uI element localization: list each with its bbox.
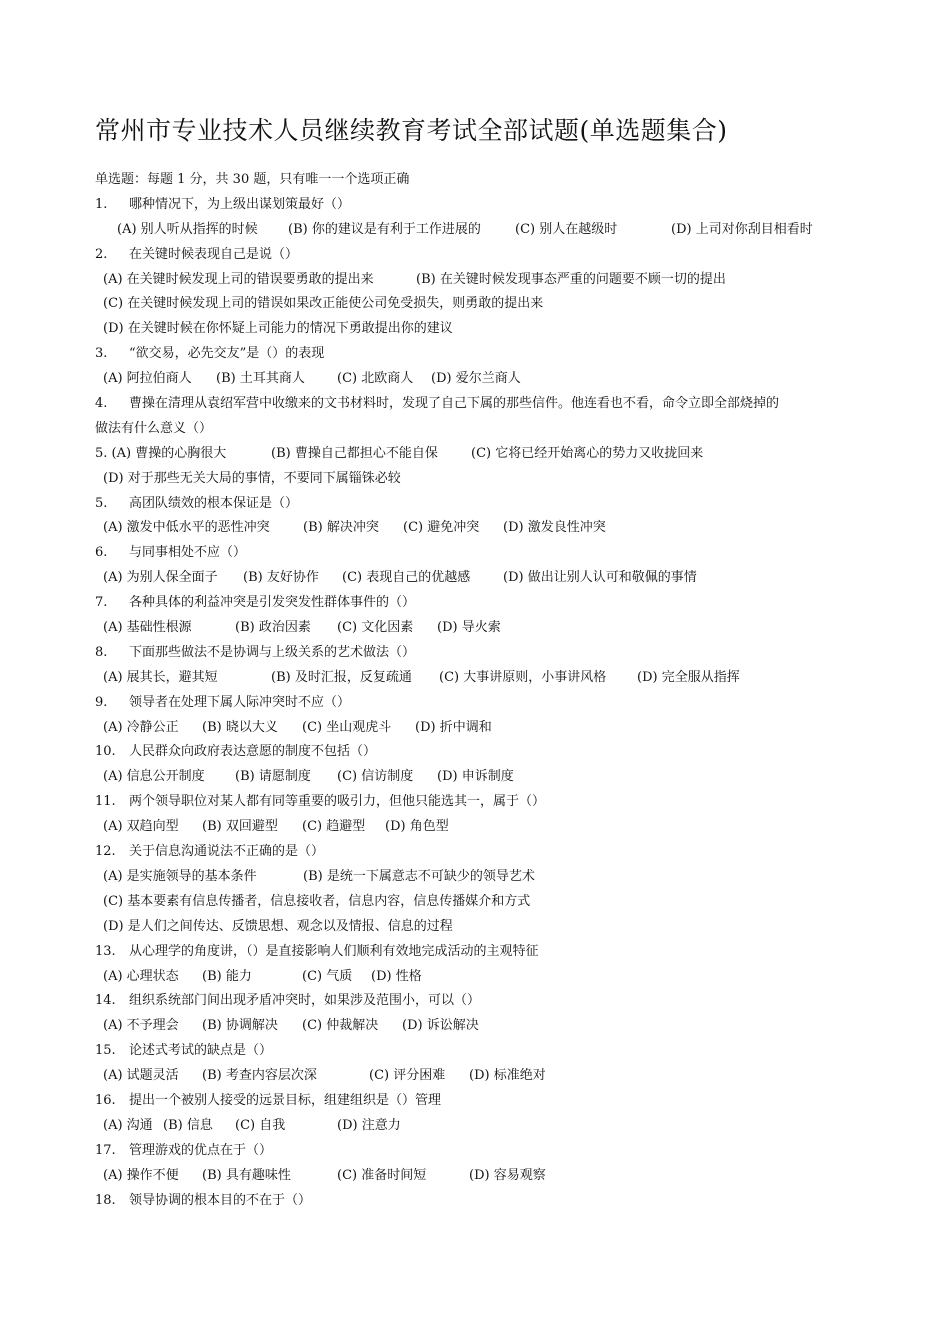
text-segment: (C) 准备时间短 bbox=[337, 1167, 427, 1183]
text-segment: (C) 基本要素有信息传播者，信息接收者，信息内容，信息传播媒介和方式 bbox=[103, 893, 531, 909]
text-segment: 14. bbox=[95, 993, 116, 1009]
text-segment: (D) 导火索 bbox=[437, 620, 501, 636]
text-segment: 8. bbox=[95, 644, 108, 660]
text-line bbox=[95, 1014, 895, 1039]
text-segment: (B) 双回避型 bbox=[202, 819, 278, 835]
text-segment: 5. bbox=[95, 495, 108, 511]
text-segment: 15. bbox=[95, 1043, 116, 1059]
text-line bbox=[95, 367, 895, 392]
text-segment: (A) 冷静公正 bbox=[103, 719, 179, 735]
text-segment: (B) 曹操自己都担心不能自保 bbox=[271, 445, 438, 461]
text-line bbox=[95, 765, 895, 790]
text-segment: 6. bbox=[95, 545, 108, 561]
text-segment: (A) 沟通 bbox=[103, 1117, 153, 1133]
text-line bbox=[95, 218, 895, 243]
text-segment: 论述式考试的缺点是（） bbox=[129, 1043, 273, 1059]
text-line bbox=[95, 541, 895, 566]
text-line bbox=[95, 716, 895, 741]
text-segment: 17. bbox=[95, 1142, 116, 1158]
text-segment: (A) 激发中低水平的恶性冲突 bbox=[103, 520, 270, 536]
text-segment: 曹操在清理从袁绍军营中收缴来的文书材料时，发现了自己下属的那些信件。他连看也不看，命令立即全部烧掉的 bbox=[129, 396, 780, 412]
text-segment: (B) 友好协作 bbox=[243, 570, 319, 586]
text-line bbox=[95, 442, 895, 467]
text-segment: (B) 解决冲突 bbox=[303, 520, 379, 536]
text-segment: (D) 是人们之间传达、反馈思想、观念以及情报、信息的过程 bbox=[103, 918, 453, 934]
text-line bbox=[95, 516, 895, 541]
text-segment: 下面那些做法不是协调与上级关系的艺术做法（） bbox=[129, 644, 416, 660]
text-line bbox=[95, 1064, 895, 1089]
text-segment: (C) 气质 bbox=[302, 968, 353, 984]
text-segment: (D) 上司对你刮目相看时 bbox=[671, 221, 813, 237]
text-segment: (C) 信访制度 bbox=[337, 769, 414, 785]
text-segment: (C) 评分困难 bbox=[369, 1068, 446, 1084]
text-line bbox=[95, 243, 895, 268]
text-line bbox=[95, 193, 895, 218]
text-segment: 高团队绩效的根本保证是（） bbox=[129, 495, 299, 511]
text-segment: (B) 能力 bbox=[202, 968, 252, 984]
text-segment: (A) 展其长，避其短 bbox=[103, 669, 218, 685]
text-line bbox=[95, 915, 895, 940]
text-segment: (C) 北欧商人 bbox=[337, 371, 414, 387]
text-line bbox=[95, 417, 895, 442]
text-segment: (D) 对于那些无关大局的事情，不要同下属锱铢必较 bbox=[103, 470, 401, 486]
text-line bbox=[95, 740, 895, 765]
text-segment: (C) 自我 bbox=[235, 1117, 286, 1133]
text-segment: (A) 心理状态 bbox=[103, 968, 179, 984]
text-segment: (A) 在关键时候发现上司的错误要勇敢的提出来 bbox=[103, 271, 374, 287]
text-segment: 管理游戏的优点在于（） bbox=[129, 1142, 273, 1158]
text-segment: (D) 性格 bbox=[371, 968, 422, 984]
text-segment: (A) 基础性根源 bbox=[103, 620, 192, 636]
text-segment: (B) 请愿制度 bbox=[235, 769, 311, 785]
text-line bbox=[95, 1114, 895, 1139]
text-segment: (B) 协调解决 bbox=[202, 1018, 278, 1034]
text-segment: (A) 操作不便 bbox=[103, 1167, 179, 1183]
text-segment: 两个领导职位对某人都有同等重要的吸引力，但他只能选其一，属于（） bbox=[129, 794, 546, 810]
text-segment: (B) 你的建议是有利于工作进展的 bbox=[288, 221, 481, 237]
text-segment: 13. bbox=[95, 943, 116, 959]
text-line bbox=[95, 1089, 895, 1114]
text-segment: (B) 晓以大义 bbox=[202, 719, 278, 735]
text-segment: (C) 仲裁解决 bbox=[302, 1018, 379, 1034]
text-segment: (C) 避免冲突 bbox=[403, 520, 480, 536]
text-segment: (B) 及时汇报，反复疏通 bbox=[271, 669, 412, 685]
text-line bbox=[95, 268, 895, 293]
text-segment: (C) 表现自己的优越感 bbox=[342, 570, 471, 586]
text-segment: (D) 注意力 bbox=[337, 1117, 401, 1133]
text-segment: 16. bbox=[95, 1092, 116, 1108]
text-segment: (D) 角色型 bbox=[385, 819, 449, 835]
text-segment: (D) 折中调和 bbox=[415, 719, 492, 735]
text-line bbox=[95, 1139, 895, 1164]
text-line bbox=[95, 1164, 895, 1189]
text-line bbox=[95, 492, 895, 517]
text-line bbox=[95, 467, 895, 492]
text-segment: (D) 爱尔兰商人 bbox=[431, 371, 521, 387]
text-segment: 从心理学的角度讲，（）是直接影响人们顺利有效地完成活动的主观特征 bbox=[129, 943, 539, 959]
text-segment: (A) 为别人保全面子 bbox=[103, 570, 218, 586]
text-line bbox=[95, 691, 895, 716]
text-segment: 与同事相处不应（） bbox=[129, 545, 247, 561]
text-line bbox=[95, 317, 895, 342]
text-segment: 5. (A) 曹操的心胸很大 bbox=[95, 445, 227, 461]
text-line bbox=[95, 1039, 895, 1064]
text-segment: 提出一个被别人接受的远景目标，组建组织是（）管理 bbox=[129, 1092, 442, 1108]
text-segment: (D) 标准绝对 bbox=[469, 1068, 546, 1084]
text-line bbox=[95, 1189, 895, 1214]
text-segment: (C) 它将已经开始离心的势力又收拢回来 bbox=[471, 445, 704, 461]
text-segment: (A) 阿拉伯商人 bbox=[103, 371, 192, 387]
text-segment: 10. bbox=[95, 744, 116, 760]
text-segment: (B) 是统一下属意志不可缺少的领导艺术 bbox=[303, 868, 535, 884]
text-segment: 关于信息沟通说法不正确的是（） bbox=[129, 844, 325, 860]
text-line bbox=[95, 641, 895, 666]
text-line bbox=[95, 666, 895, 691]
text-segment: 在关键时候表现自己是说（） bbox=[129, 246, 299, 262]
text-segment: 组织系统部门间出现矛盾冲突时，如果涉及范围小，可以（） bbox=[129, 993, 481, 1009]
text-segment: (A) 别人听从指挥的时候 bbox=[117, 221, 258, 237]
text-segment: (C) 大事讲原则，小事讲风格 bbox=[439, 669, 607, 685]
text-segment: 9. bbox=[95, 694, 108, 710]
text-segment: (D) 诉讼解决 bbox=[402, 1018, 479, 1034]
text-line bbox=[95, 940, 895, 965]
text-segment: (C) 文化因素 bbox=[337, 620, 414, 636]
text-line bbox=[95, 890, 895, 915]
text-segment: (A) 双趋向型 bbox=[103, 819, 179, 835]
text-segment: 领导者在处理下属人际冲突时不应（） bbox=[129, 694, 351, 710]
text-segment: 18. bbox=[95, 1192, 116, 1208]
text-line bbox=[95, 965, 895, 990]
text-line bbox=[95, 865, 895, 890]
text-segment: 领导协调的根本目的不在于（） bbox=[129, 1192, 312, 1208]
text-segment: (A) 信息公开制度 bbox=[103, 769, 205, 785]
text-line bbox=[95, 790, 895, 815]
text-line bbox=[95, 168, 895, 193]
text-segment: (A) 试题灵活 bbox=[103, 1068, 179, 1084]
text-segment: (C) 别人在越级时 bbox=[515, 221, 618, 237]
text-line bbox=[95, 342, 895, 367]
text-segment: (B) 在关键时候发现事态严重的问题要不顾一切的提出 bbox=[416, 271, 726, 287]
text-segment: (A) 是实施领导的基本条件 bbox=[103, 868, 257, 884]
text-segment: 7. bbox=[95, 595, 108, 611]
text-segment: (C) 趋避型 bbox=[302, 819, 366, 835]
text-segment: 哪种情况下，为上级出谋划策最好（） bbox=[129, 196, 351, 212]
text-segment: “欲交易，必先交友”是（）的表现 bbox=[129, 346, 325, 362]
text-segment: (C) 在关键时候发现上司的错误如果改正能使公司免受损失，则勇敢的提出来 bbox=[103, 296, 544, 312]
text-segment: (B) 政治因素 bbox=[235, 620, 311, 636]
text-line bbox=[95, 989, 895, 1014]
text-segment: 单选题：每题 1 分，共 30 题，只有唯一一个选项正确 bbox=[95, 172, 410, 187]
text-line bbox=[95, 815, 895, 840]
text-segment: (B) 信息 bbox=[163, 1117, 213, 1133]
text-segment: (D) 在关键时候在你怀疑上司能力的情况下勇敢提出你的建议 bbox=[103, 321, 453, 337]
text-segment: 4. bbox=[95, 396, 108, 412]
text-segment: (D) 容易观察 bbox=[469, 1167, 546, 1183]
text-line bbox=[95, 392, 895, 417]
text-line bbox=[95, 840, 895, 865]
text-segment: (B) 土耳其商人 bbox=[216, 371, 305, 387]
text-segment: (B) 考查内容层次深 bbox=[202, 1068, 317, 1084]
text-segment: (D) 激发良性冲突 bbox=[503, 520, 606, 536]
text-segment: 人民群众向政府表达意愿的制度不包括（） bbox=[129, 744, 377, 760]
text-segment: (A) 不予理会 bbox=[103, 1018, 179, 1034]
text-line bbox=[95, 616, 895, 641]
question-list bbox=[95, 168, 895, 1213]
text-segment: 各种具体的利益冲突是引发突发性群体事件的（） bbox=[129, 595, 416, 611]
text-segment: 做法有什么意义（） bbox=[95, 420, 213, 436]
text-segment: (D) 做出让别人认可和敬佩的事情 bbox=[503, 570, 697, 586]
text-segment: (D) 申诉制度 bbox=[437, 769, 514, 785]
text-segment: (D) 完全服从指挥 bbox=[637, 669, 740, 685]
text-line bbox=[95, 292, 895, 317]
text-segment: 11. bbox=[95, 794, 116, 810]
text-segment: 12. bbox=[95, 844, 116, 860]
text-segment: 3. bbox=[95, 346, 108, 362]
text-segment: (C) 坐山观虎斗 bbox=[302, 719, 392, 735]
text-line bbox=[95, 566, 895, 591]
text-segment: 2. bbox=[95, 246, 108, 262]
text-segment: (B) 具有趣味性 bbox=[202, 1167, 291, 1183]
text-line bbox=[95, 591, 895, 616]
text-segment: 1. bbox=[95, 196, 108, 212]
document-title: 常州市专业技术人员继续教育考试全部试题(单选题集合) bbox=[95, 116, 728, 145]
